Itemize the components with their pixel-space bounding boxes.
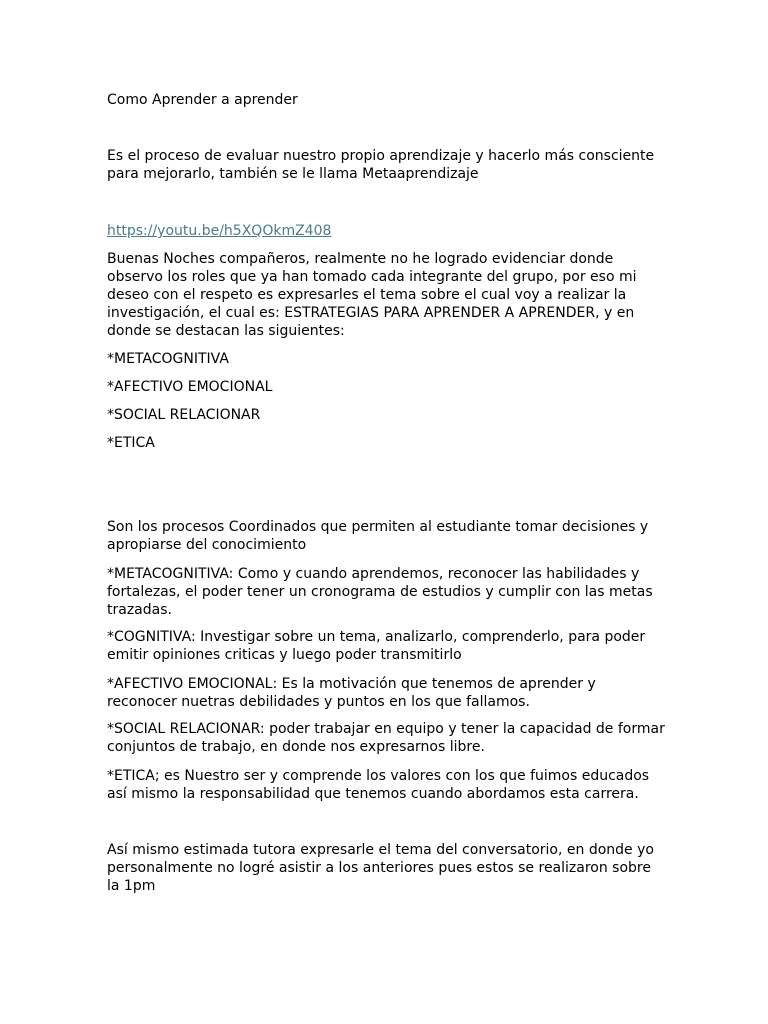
greeting-paragraph: Buenas Noches compañeros, realmente no he logrado evidenciar donde observo los roles que ya han tomado cada integrante del grupo, por eso mi deseo con el respeto es expresarles el tema sobre el cual voy a realizar la investigación, el cual es: ESTRATEGIAS PARA APRENDER A APRENDER, y en donde se destacan las siguientes: [107, 251, 637, 339]
youtube-link[interactable]: https://youtu.be/h5XQOkmZ408 [107, 223, 332, 239]
closing-paragraph: Así mismo estimada tutora expresarle el tema del conversatorio, en donde yo personalmente no logré asistir a los anteriores pues estos se realizaron sobre la 1pm [107, 842, 654, 894]
document-title: Como Aprender a aprender [107, 92, 298, 108]
list-item-afectivo-emocional: *AFECTIVO EMOCIONAL [107, 379, 273, 395]
detail-social-relacionar: *SOCIAL RELACIONAR: poder trabajar en equipo y tener la capacidad de formar conjuntos de trabajo, en donde nos expresarnos libre. [107, 721, 665, 755]
intro-paragraph: Es el proceso de evaluar nuestro propio aprendizaje y hacerlo más consciente para mejorarlo, también se le llama Metaaprendizaje [107, 148, 655, 182]
detail-etica: *ETICA; es Nuestro ser y comprende los valores con los que fuimos educados así mismo la responsabilidad que tenemos cuando abordamos esta carrera. [107, 768, 650, 802]
definition-paragraph: Son los procesos Coordinados que permiten al estudiante tomar decisiones y apropiarse del conocimiento [107, 519, 649, 553]
video-link-paragraph [107, 222, 667, 240]
detail-afectivo-emocional: *AFECTIVO EMOCIONAL: Es la motivación que tenemos de aprender y reconocer nuetras debilidades y puntos en los que fallamos. [107, 676, 596, 710]
detail-cognitiva: *COGNITIVA: Investigar sobre un tema, analizarlo, comprenderlo, para poder emitir opiniones criticas y luego poder transmitirlo [107, 629, 646, 663]
list-item-etica: *ETICA [107, 435, 155, 451]
list-item-metacognitiva: *METACOGNITIVA [107, 351, 229, 367]
list-item-social-relacionar: *SOCIAL RELACIONAR [107, 407, 261, 423]
detail-metacognitiva: *METACOGNITIVA: Como y cuando aprendemos, reconocer las habilidades y fortalezas, el poder tener un cronograma de estudios y cumplir con las metas trazadas. [107, 566, 653, 618]
